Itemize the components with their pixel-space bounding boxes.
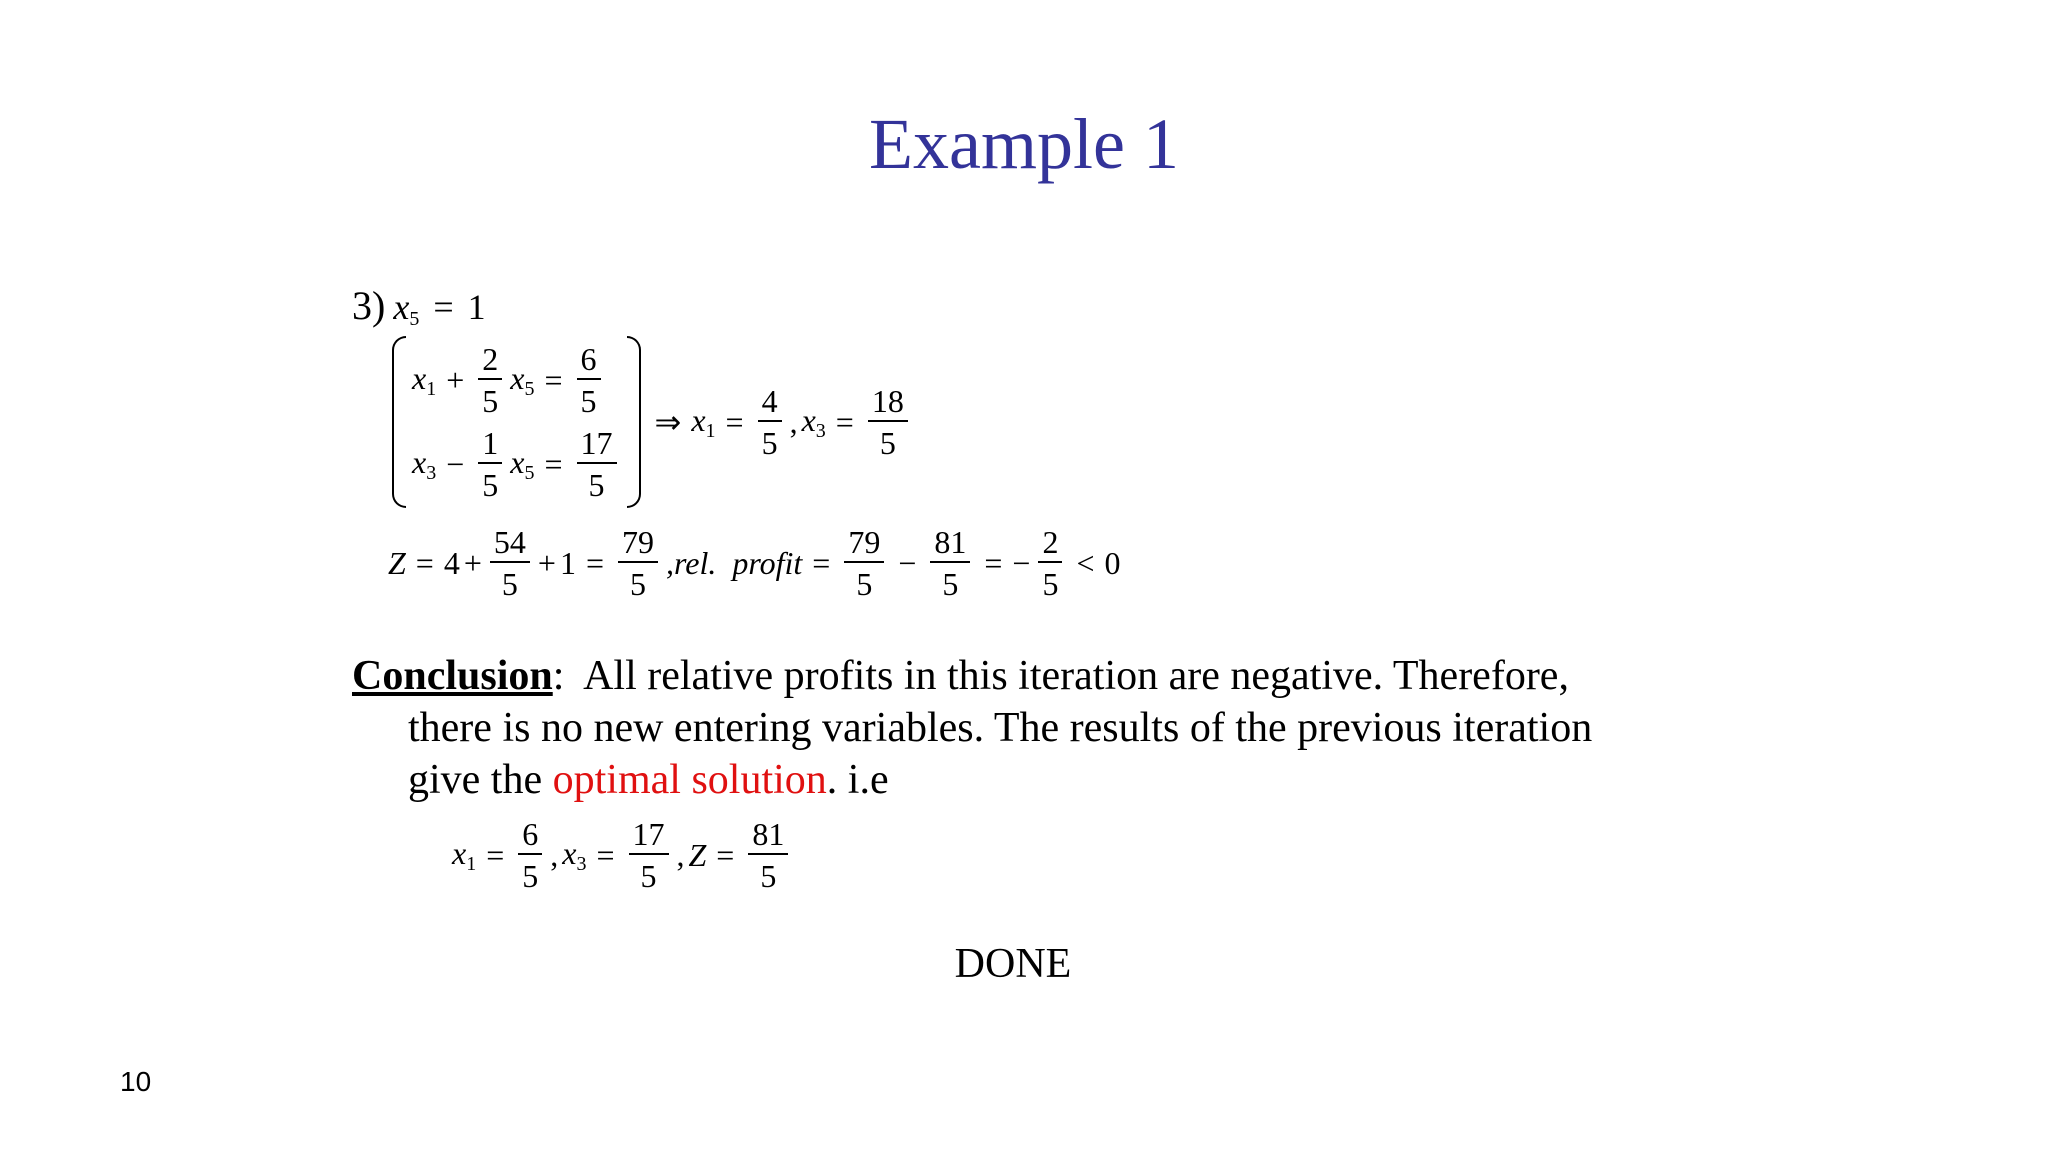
result-x1: $x_1$ (691, 401, 716, 442)
system-result (649, 385, 912, 459)
final-comma-2: , (676, 836, 685, 873)
step-header (352, 282, 486, 331)
final-x1-fraction: $\frac{6}{5}$ (518, 818, 542, 892)
eq1-var2: $x_5$ (510, 359, 535, 400)
profit-minus: − (898, 544, 917, 581)
final-z-fraction: $\frac{81}{5}$ (748, 818, 788, 892)
final-z-equals: = (716, 836, 735, 873)
result-x3-equals: = (835, 403, 854, 440)
rel-profit-label: ,rel. profit (665, 544, 803, 581)
conclusion-line-2: there is no new entering variables. The results of the previous iteration (408, 705, 1593, 751)
slide-title: Example 1 (869, 104, 1179, 184)
conclusion-label: Conclusion (352, 653, 553, 699)
final-x3: $x_3$ (562, 834, 587, 875)
conclusion-line-3-post: . i.e (826, 757, 889, 803)
conclusion-line-1: All relative profits in this iteration are negative. Therefore, (564, 653, 1569, 699)
final-x1: $x_1$ (452, 834, 477, 875)
equation-1 (412, 343, 621, 417)
conclusion-paragraph (352, 650, 1672, 806)
z-plus-1: + (463, 544, 482, 581)
eq2-rhs-fraction: $\frac{17}{5}$ (577, 427, 617, 501)
optimal-solution-highlight: optimal solution (552, 757, 827, 803)
eq1-equals: = (544, 361, 563, 398)
done-label: DONE (954, 941, 1072, 987)
profit-zero: 0 (1104, 544, 1121, 581)
profit-fraction-2: $\frac{81}{5}$ (930, 526, 970, 600)
eq1-var: $x_1$ (412, 359, 437, 400)
z-fraction-2: $\frac{79}{5}$ (618, 526, 658, 600)
profit-fraction-3: $\frac{2}{5}$ (1038, 526, 1062, 600)
result-comma: , (789, 403, 798, 440)
z-symbol: Z (388, 544, 406, 581)
z-fraction-1: $\frac{54}{5}$ (490, 526, 530, 600)
profit-less-than: < (1076, 544, 1095, 581)
final-z: Z (688, 836, 707, 873)
eq1-rhs-fraction: $\frac{6}{5}$ (577, 343, 601, 417)
result-x3-fraction: $\frac{18}{5}$ (868, 385, 908, 459)
profit-negative: − (1012, 544, 1031, 581)
profit-fraction-1: $\frac{79}{5}$ (844, 526, 884, 600)
left-brace (392, 336, 406, 508)
z-one: 1 (559, 544, 576, 581)
final-solution (452, 818, 792, 892)
page-number: 10 (120, 1066, 152, 1097)
equation-2 (412, 427, 621, 501)
final-x1-equals: = (486, 836, 505, 873)
implies-arrow: ⇒ (654, 404, 682, 440)
step-label: 3) (352, 283, 386, 328)
eq2-var2: $x_5$ (510, 443, 535, 484)
eq2-equals: = (544, 445, 563, 482)
final-x3-equals: = (596, 836, 615, 873)
right-brace (627, 336, 641, 508)
objective-line (388, 526, 1121, 600)
result-x1-equals: = (725, 403, 744, 440)
z-four: 4 (443, 544, 460, 581)
result-x1-fraction: $\frac{4}{5}$ (758, 385, 782, 459)
step-variable: $x_5$ (393, 287, 420, 330)
final-x3-fraction: $\frac{17}{5}$ (629, 818, 669, 892)
z-equals-2: = (585, 544, 604, 581)
step-equals: = (433, 287, 454, 327)
conclusion-line-3-pre: give the (408, 757, 553, 803)
profit-equals-2: = (984, 544, 1003, 581)
equation-system (392, 336, 912, 508)
final-comma-1: , (550, 836, 559, 873)
profit-equals: = (812, 544, 831, 581)
eq2-var: $x_3$ (412, 443, 437, 484)
equations-block (406, 343, 627, 501)
eq2-coef-fraction: $\frac{1}{5}$ (478, 427, 502, 501)
step-value: 1 (467, 287, 486, 327)
conclusion-line-3 (352, 754, 1672, 806)
eq2-op: − (446, 445, 465, 482)
result-x3: $x_3$ (801, 401, 826, 442)
z-plus-2: + (537, 544, 556, 581)
conclusion-colon: : (552, 653, 565, 699)
z-equals: = (415, 544, 434, 581)
eq1-coef-fraction: $\frac{2}{5}$ (478, 343, 502, 417)
eq1-op: + (446, 361, 465, 398)
